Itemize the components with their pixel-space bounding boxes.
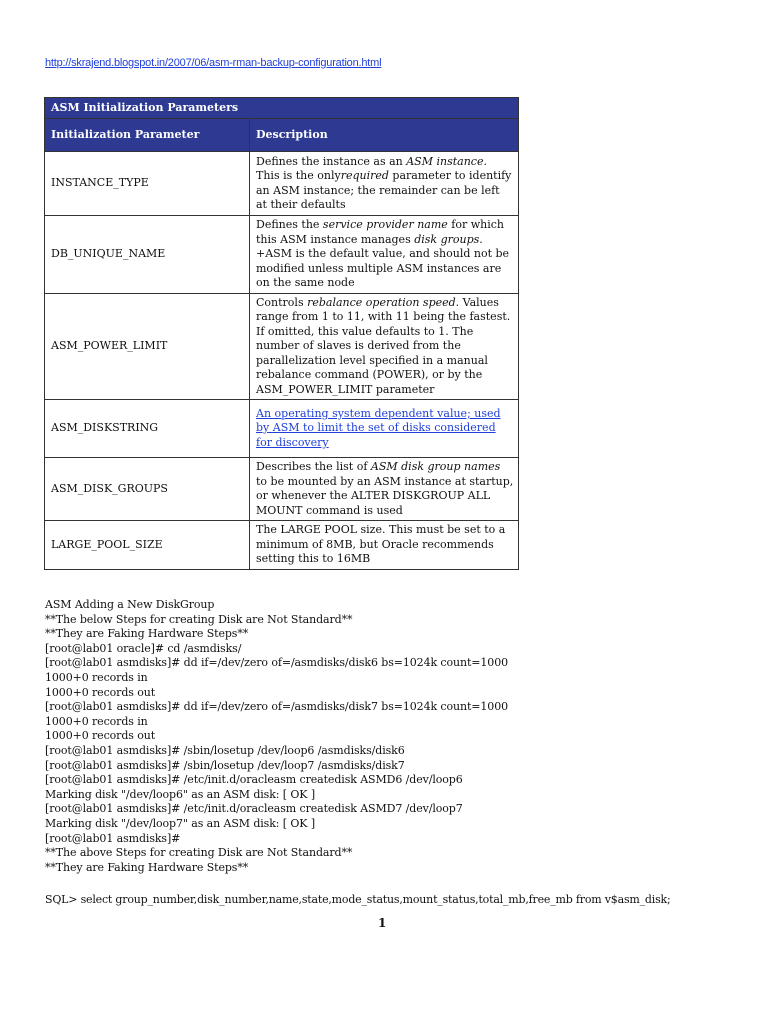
param-description-link[interactable]: An operating system dependent value; used by ASM to limit the set of disks considered for discovery — [256, 406, 501, 449]
param-description: Controls rebalance operation speed. Values range from 1 to 11, with 11 being the fastest. If omitted, this value defaults to 1. The number of slaves is derived from the parallelization level specified in a manual rebalance command (POWER), or by the ASM_POWER_LIMIT parameter — [250, 293, 519, 400]
text-line: 1000+0 records out — [45, 729, 156, 743]
text-line: 1000+0 records in — [45, 670, 148, 684]
asm-parameters-table — [44, 97, 519, 570]
param-name: ASM_POWER_LIMIT — [45, 293, 250, 400]
table-row — [45, 152, 519, 216]
text-line: ASM Adding a New DiskGroup — [45, 598, 215, 611]
text-line: **The above Steps for creating Disk are Not Standard** — [45, 846, 353, 860]
table-title: ASM Initialization Parameters — [45, 98, 519, 119]
text-line: [root@lab01 oracle]# cd /asmdisks/ — [45, 641, 242, 655]
text-line: [root@lab01 asmdisks]# dd if=/dev/zero of=/asmdisks/disk7 bs=1024k count=1000 — [45, 700, 509, 714]
sql-query-line: SQL> select group_number,disk_number,name,state,mode_status,mount_status,total_mb,free_mb from v$asm_disk; — [45, 893, 671, 906]
table-row — [45, 293, 519, 400]
param-name: LARGE_POOL_SIZE — [45, 521, 250, 570]
column-header-parameter: Initialization Parameter — [45, 119, 250, 152]
table-row — [45, 400, 519, 458]
param-name: DB_UNIQUE_NAME — [45, 216, 250, 294]
column-header-description: Description — [250, 119, 519, 152]
param-name: ASM_DISK_GROUPS — [45, 458, 250, 521]
text-line: [root@lab01 asmdisks]# /sbin/losetup /dev/loop6 /asmdisks/disk6 — [45, 743, 405, 757]
table-row — [45, 521, 519, 570]
text-line: Marking disk "/dev/loop7" as an ASM disk: [ OK ] — [45, 816, 316, 830]
page-number: 1 — [378, 916, 387, 930]
text-line: Marking disk "/dev/loop6" as an ASM disk: [ OK ] — [45, 787, 316, 801]
command-transcript — [45, 598, 508, 875]
text-line: 1000+0 records out — [45, 685, 156, 699]
text-line: [root@lab01 asmdisks]# /etc/init.d/oracleasm createdisk ASMD7 /dev/loop7 — [45, 802, 463, 816]
source-url-link[interactable]: http://skrajend.blogspot.in/2007/06/asm-rman-backup-configuration.html — [45, 57, 382, 69]
param-name: ASM_DISKSTRING — [45, 400, 250, 458]
param-description: Describes the list of ASM disk group names to be mounted by an ASM instance at startup, or whenever the ALTER DISKGROUP ALL MOUNT command is used — [250, 458, 519, 521]
text-line: [root@lab01 asmdisks]# dd if=/dev/zero of=/asmdisks/disk6 bs=1024k count=1000 — [45, 656, 509, 670]
text-line: **The below Steps for creating Disk are Not Standard** — [45, 612, 353, 626]
text-line: [root@lab01 asmdisks]# — [45, 831, 181, 845]
param-description: The LARGE POOL size. This must be set to a minimum of 8MB, but Oracle recommends setting this to 16MB — [250, 521, 519, 570]
text-line: 1000+0 records in — [45, 714, 148, 728]
text-line: [root@lab01 asmdisks]# /sbin/losetup /dev/loop7 /asmdisks/disk7 — [45, 758, 405, 772]
param-description — [250, 400, 519, 458]
text-line: [root@lab01 asmdisks]# /etc/init.d/oracleasm createdisk ASMD6 /dev/loop6 — [45, 773, 463, 787]
table-title-row — [45, 98, 519, 119]
table-row — [45, 216, 519, 294]
text-line: **They are Faking Hardware Steps** — [45, 860, 249, 874]
table-row — [45, 458, 519, 521]
text-line: **They are Faking Hardware Steps** — [45, 627, 249, 641]
param-description: Defines the service provider name for which this ASM instance manages disk groups. +ASM is the default value, and should not be modified unless multiple ASM instances are on the same node — [250, 216, 519, 294]
param-name: INSTANCE_TYPE — [45, 152, 250, 216]
param-description: Defines the instance as an ASM instance. This is the onlyrequired parameter to identify an ASM instance; the remainder can be left at their defaults — [250, 152, 519, 216]
table-header-row — [45, 119, 519, 152]
